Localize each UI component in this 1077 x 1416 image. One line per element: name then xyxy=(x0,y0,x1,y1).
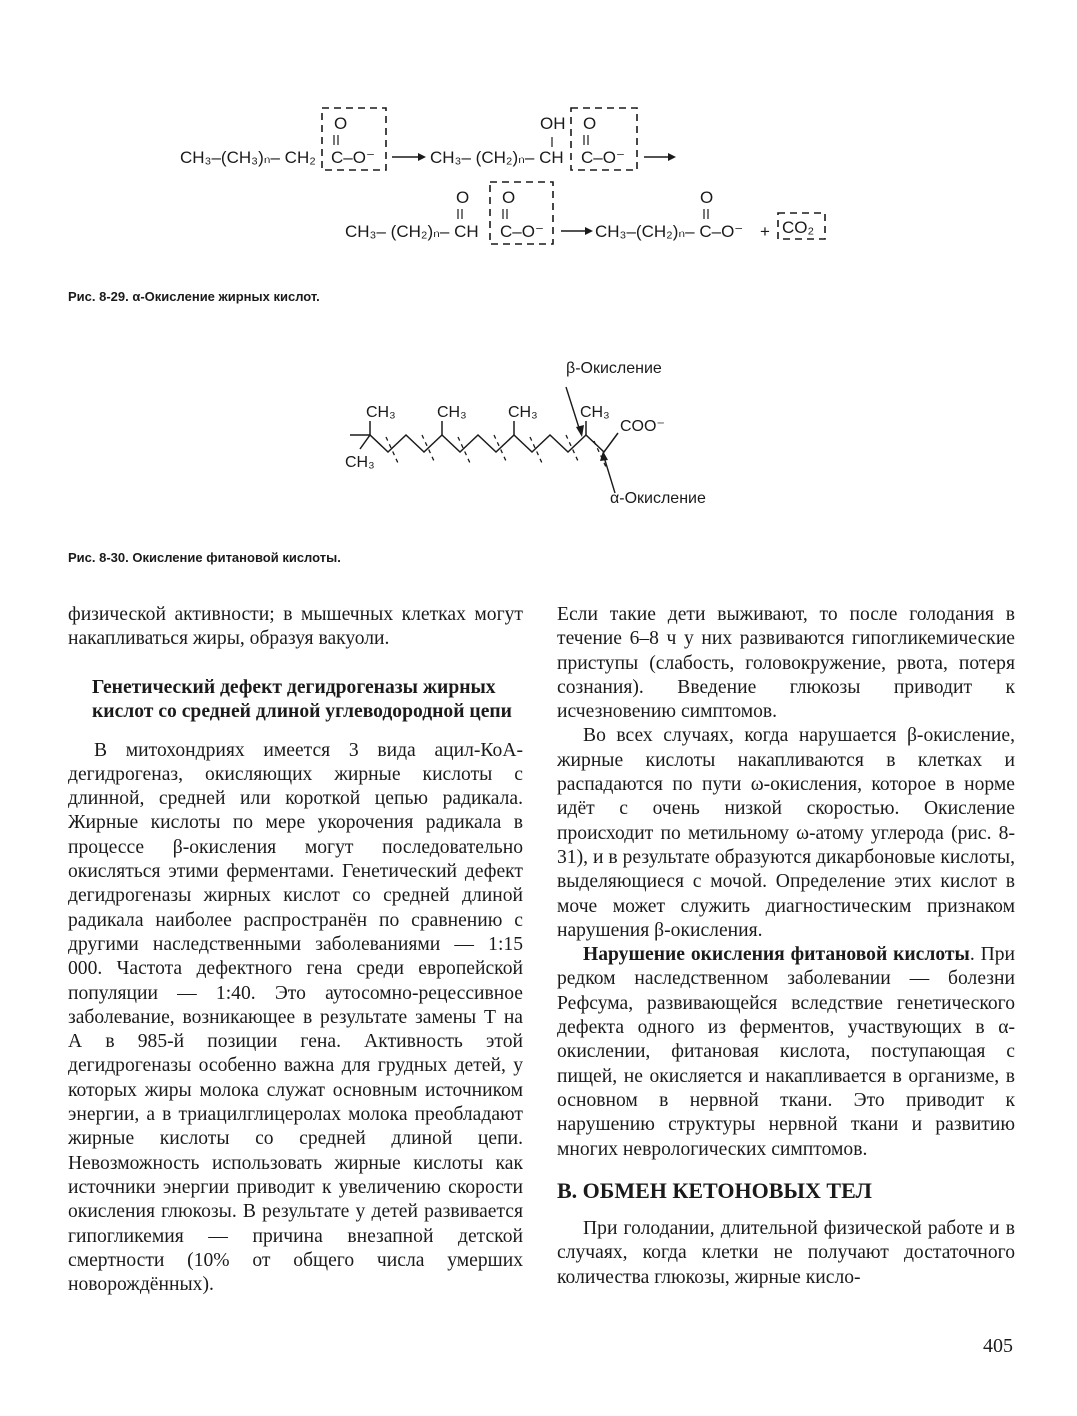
figure-29-caption: Рис. 8-29. α-Окисление жирных кислот. xyxy=(68,289,320,304)
alpha-oxidation-scheme xyxy=(150,95,870,255)
right-paragraph-3 xyxy=(557,943,1015,1162)
methyl-4: CH₃ xyxy=(580,404,610,421)
alpha-oxidation-label: α-Окисление xyxy=(610,490,706,507)
section-heading: Генетический дефект дегидрогеназы жирных кислот со средней длиной углеводородной цепи xyxy=(92,676,512,722)
methyl-2: CH₃ xyxy=(437,404,467,421)
right-paragraph-4: При голодании, длительной физической работе и в случаях, когда клетки не получают достаточного количества глюкозы, жирные кисло- xyxy=(557,1218,1015,1288)
carboxyl-2: C–O⁻ xyxy=(581,148,625,167)
right-text-column xyxy=(557,603,1015,1290)
product-formula: CH₃–(CH₂)ₙ– C–O⁻ xyxy=(595,222,744,241)
oxygen-1: O xyxy=(334,114,348,133)
phytanic-acid-oxidation-scheme xyxy=(330,345,750,520)
oxygen-2: O xyxy=(583,114,597,133)
beta-oxidation-label: β-Окисление xyxy=(566,360,662,377)
right-paragraph-1: Если такие дети выживают, то после голодания в течение 6–8 ч у них развиваются гипогликемические приступы (слабость, головокружение, рвота, потеря сознания). Введение глюкозы приводит к исчезновению симптомов. xyxy=(557,604,1015,723)
acid-formula: CH₃–(CH₃)ₙ– CH₂ xyxy=(180,148,316,167)
product-oxygen: O xyxy=(700,188,714,207)
page-number: 405 xyxy=(983,1335,1013,1357)
phytanic-text: . При редком наследственном заболевании — болезни Рефсума, развивающейся вследствие генетического дефекта одного из ферментов, участвующих в α-окислении, фитановая кислота, поступающая с пищей, не окисляется и накапливается в организме, в основном в нервной ткани. Это приводит к нарушению структуры нервной ткани и развитию многих неврологических симптомов. xyxy=(557,944,1015,1160)
phytanic-subheading: Нарушение окисления фитановой кислоты xyxy=(583,944,970,966)
right-paragraph-2: Во всех случаях, когда нарушается β-окисление, жирные кислоты накапливаются в клетках и распадаются по пути ω-окисления, которое в норме идёт с очень низкой скоростью. Окисление происходит по метильному ω-атому углерода (рис. 8-31), и в результате образуются дикарбоновые кислоты, выделяющиеся с мочой. Определение этих кислот в моче может служить диагностическим признаком нарушения β-окисления. xyxy=(557,725,1015,941)
left-text-column xyxy=(68,603,523,1297)
figure-30-caption: Рис. 8-30. Окисление фитановой кислоты. xyxy=(68,550,341,565)
hydroxyacid-formula: CH₃– (CH₂)ₙ– CH xyxy=(430,148,564,167)
carboxyl-3: C–O⁻ xyxy=(500,222,544,241)
keto-oxygen: O xyxy=(456,188,470,207)
co2: CO₂ xyxy=(782,218,815,237)
left-paragraph-1: физической активности; в мышечных клетках могут накапливаться жиры, образуя вакуоли. xyxy=(68,604,523,650)
carboxylate: COO⁻ xyxy=(620,418,665,435)
ketone-bodies-heading: В. ОБМЕН КЕТОНОВЫХ ТЕЛ xyxy=(557,1177,872,1203)
methyl-1: CH₃ xyxy=(366,404,396,421)
methyl-terminal: CH₃ xyxy=(345,454,375,471)
left-paragraph-2: В митохондриях имеется 3 вида ацил-КоА-дегидрогеназ, окисляющих жирные кислоты с длинной, средней или короткой цепью радикала. Жирные кислоты по мере укорочения радикала в процессе β-окисления могут последовательно окисляться этими ферментами. Генетический дефект дегидрогеназы жирных кислот со средней длиной радикала наиболее распространён по сравнению с другими наследственными заболеваниями — 1:15 000. Частота дефектного гена среди европейской популяции — 1:40. Это аутосомно-рецессивное заболевание, возникающее в результате замены Т на А в 985-й позиции гена. Активность этой дегидрогеназы особенно важна для грудных детей, у которых жиры молока служат основным источником энергии, а в триацилглицеролах молока преобладают жирные кислоты со средней длиной цепи. Невозможность использовать жирные кислоты как источники энергии приводит к увеличению скорости окисления глюкозы. В результате у детей развивается гипогликемия — причина внезапной детской смертности (10% от общего числа умерших новорождённых). xyxy=(68,739,523,1296)
ketoacid-formula: CH₃– (CH₂)ₙ– CH xyxy=(345,222,479,241)
oxygen-3: O xyxy=(502,188,516,207)
carbon-chain xyxy=(350,433,618,452)
oh-group: OH xyxy=(540,114,566,133)
carboxyl-1: C–O⁻ xyxy=(331,148,375,167)
methyl-3: CH₃ xyxy=(508,404,538,421)
plus-sign: + xyxy=(760,222,770,241)
